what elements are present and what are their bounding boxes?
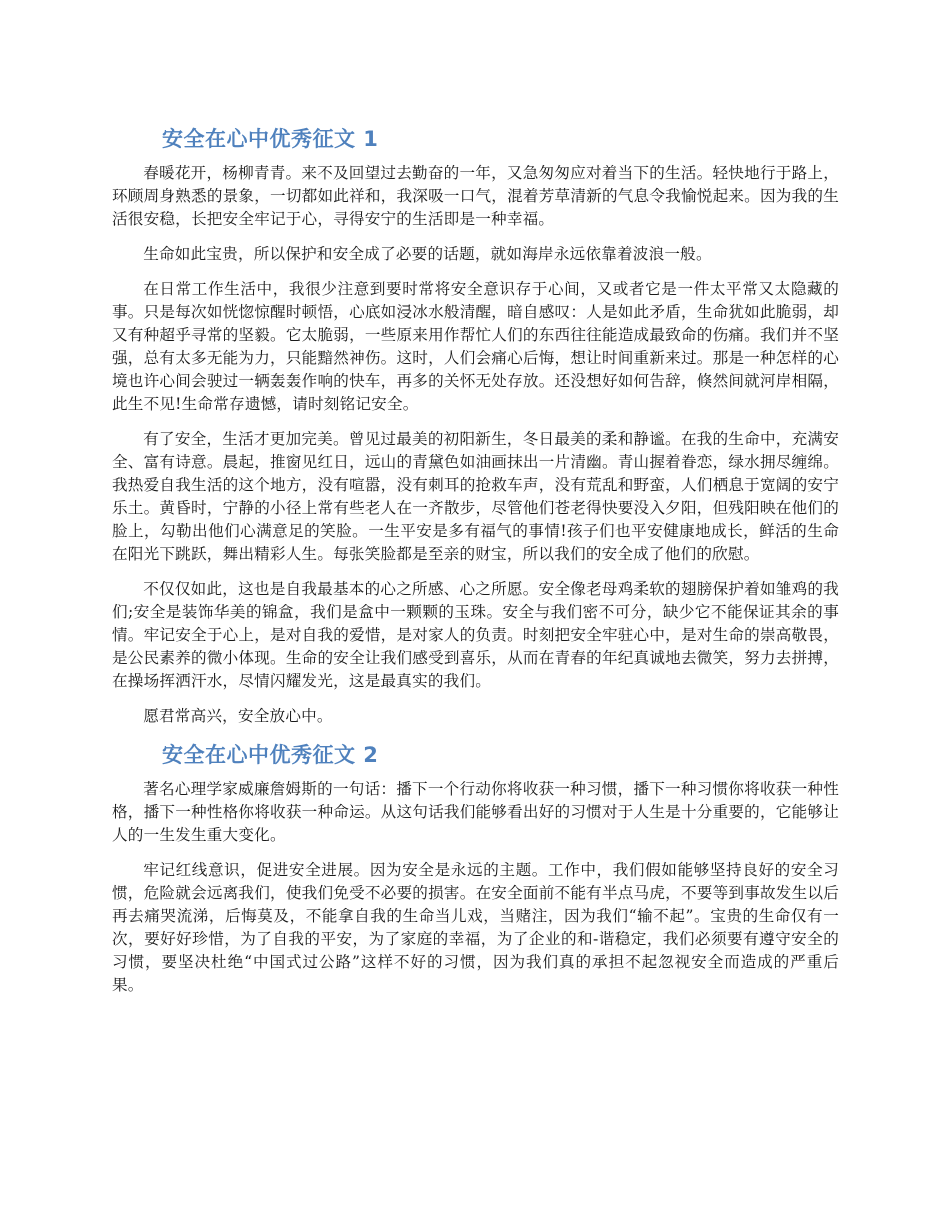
section-1-paragraph-4: 有了安全，生活才更加完美。曾见过最美的初阳新生，冬日最美的柔和静谧。在我的生命中，充满安全、富有诗意。晨起，推窗见红日，远山的青黛色如油画抹出一片清幽。青山握着眷恋，绿水拥尽缠绵。我热爱自我生活的这个地方，没有喧嚣，没有刺耳的抢救车声，没有荒乱和野蛮，人们栖息于宽阔的安宁乐土。黄昏时，宁静的小径上常有些老人在一齐散步，尽管他们苍老得快要没入夕阳，但残阳映在他们的脸上，勾勒出他们心满意足的笑脸。一生平安是多有福气的事情!孩子们也平安健康地成长，鲜活的生命在阳光下跳跃，舞出精彩人生。每张笑脸都是至亲的财宝，所以我们的安全成了他们的欣慰。 bbox=[112, 430, 839, 563]
section-2-paragraph-1: 著名心理学家威廉詹姆斯的一句话：播下一个行动你将收获一种习惯，播下一种习惯你将收获一种性格，播下一种性格你将收获一种命运。从这句话我们能够看出好的习惯对于人生是十分重要的，它能够让人的一生发生重大变化。 bbox=[112, 780, 839, 844]
section-1-paragraph-6: 愿君常高兴，安全放心中。 bbox=[143, 707, 333, 725]
document-page bbox=[112, 124, 839, 1009]
section-1-title: 安全在心中优秀征文 1 bbox=[162, 127, 379, 151]
section-1-paragraph-1: 春暖花开，杨柳青青。来不及回望过去勤奋的一年，又急匆匆应对着当下的生活。轻快地行于路上，环顾周身熟悉的景象，一切都如此祥和，我深吸一口气，混着芳草清新的气息令我愉悦起来。因为我的生活很安稳，长把安全牢记于心，寻得安宁的生活即是一种幸福。 bbox=[112, 164, 839, 228]
section-1-paragraph-3: 在日常工作生活中，我很少注意到要时常将安全意识存于心间，又或者它是一件太平常又太隐藏的事。只是每次如恍惚惊醒时顿悟，心底如浸冰水般清醒，暗自感叹：人是如此矛盾，生命犹如此脆弱，却又有种超乎寻常的坚毅。它太脆弱，一些原来用作帮忙人们的东西往往能造成最致命的伤痛。我们并不坚强，总有太多无能为力，只能黯然神伤。这时，人们会痛心后悔，想让时间重新来过。那是一种怎样的心境也许心间会驶过一辆轰轰作响的快车，再多的关怀无处存放。还没想好如何告辞，倏然间就河岸相隔，此生不见!生命常存遗憾，请时刻铭记安全。 bbox=[112, 280, 839, 413]
section-2-title: 安全在心中优秀征文 2 bbox=[162, 743, 379, 767]
section-1-paragraph-2: 生命如此宝贵，所以保护和安全成了必要的话题，就如海岸永远依靠着波浪一般。 bbox=[143, 245, 712, 263]
section-1-paragraph-5: 不仅仅如此，这也是自我最基本的心之所感、心之所愿。安全像老母鸡柔软的翅膀保护着如雏鸡的我们;安全是装饰华美的锦盒，我们是盒中一颗颗的玉珠。安全与我们密不可分，缺少它不能保证其余的事情。牢记安全于心上，是对自我的爱惜，是对家人的负责。时刻把安全牢驻心中，是对生命的崇高敬畏，是公民素养的微小体现。生命的安全让我们感受到喜乐，从而在青春的年纪真诚地去微笑，努力去拼搏，在操场挥洒汗水，尽情闪耀发光，这是最真实的我们。 bbox=[112, 580, 839, 690]
section-2-paragraph-2: 牢记红线意识，促进安全进展。因为安全是永远的主题。工作中，我们假如能够坚持良好的安全习惯，危险就会远离我们，使我们免受不必要的损害。在安全面前不能有半点马虎，不要等到事故发生以后再去痛哭流涕，后悔莫及，不能拿自我的生命当儿戏，当赌注，因为我们“输不起”。宝贵的生命仅有一次，要好好珍惜，为了自我的平安，为了家庭的幸福，为了企业的和-谐稳定，我们必须要有遵守安全的习惯，要坚决杜绝“中国式过公路”这样不好的习惯，因为我们真的承担不起忽视安全而造成的严重后果。 bbox=[112, 861, 839, 994]
